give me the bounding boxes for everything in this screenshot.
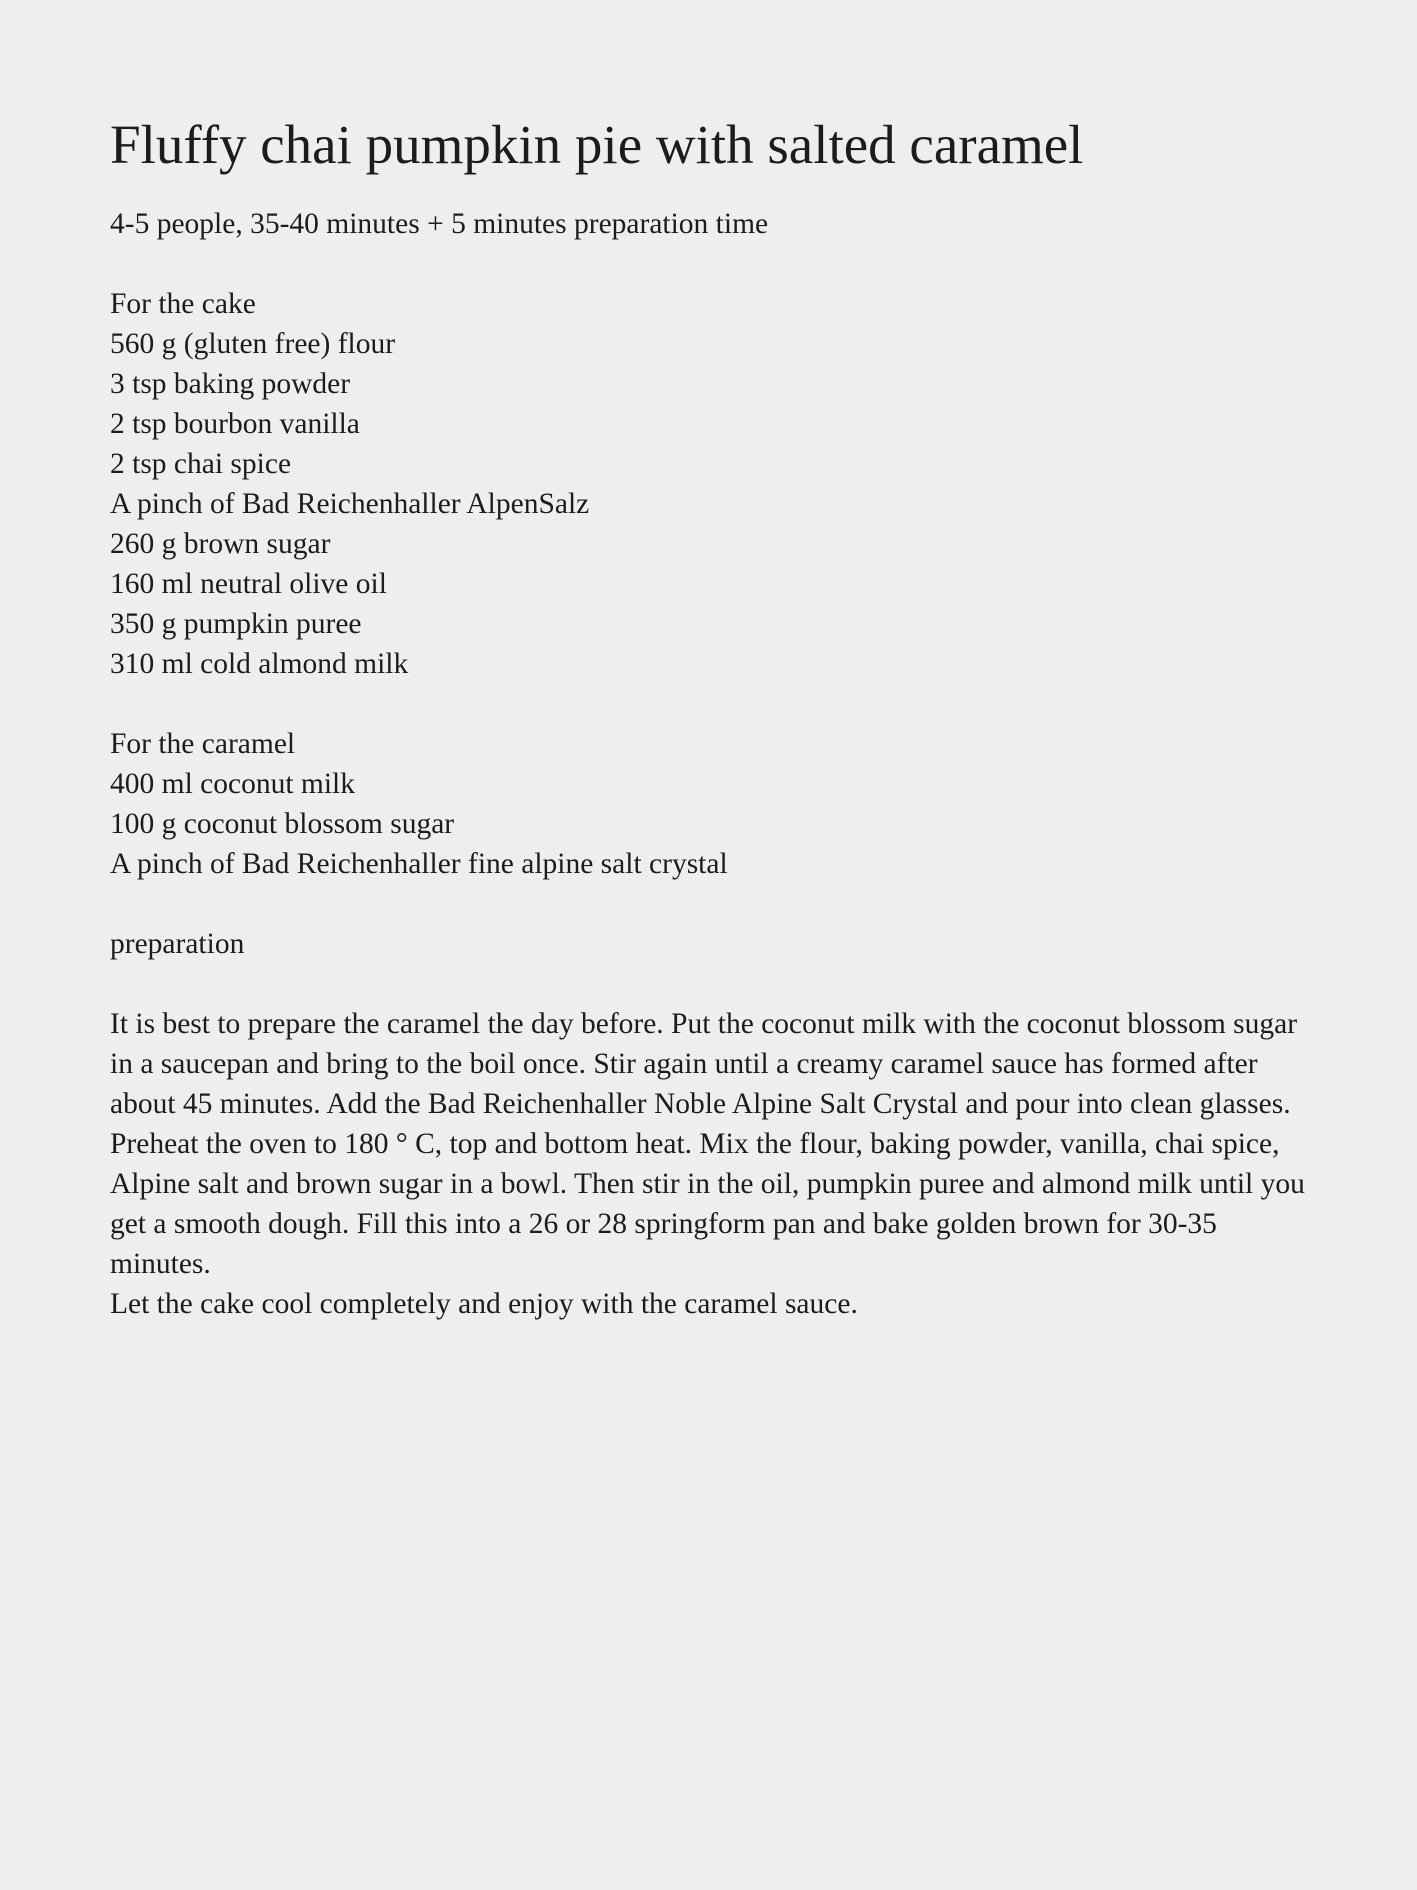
recipe-document <box>110 110 1330 1324</box>
ingredient-item: 100 g coconut blossom sugar <box>110 808 455 840</box>
ingredient-item: 160 ml neutral olive oil <box>110 568 387 600</box>
ingredient-item: 350 g pumpkin puree <box>110 608 362 640</box>
caramel-ingredients-list <box>110 764 1330 884</box>
ingredient-item: 400 ml coconut milk <box>110 768 355 800</box>
ingredient-item: A pinch of Bad Reichenhaller fine alpine salt crystal <box>110 848 728 880</box>
preparation-heading: preparation <box>110 928 245 960</box>
recipe-title: Fluffy chai pumpkin pie with salted caramel <box>110 114 1084 175</box>
ingredient-item: 2 tsp bourbon vanilla <box>110 408 360 440</box>
recipe-meta: 4-5 people, 35-40 minutes + 5 minutes preparation time <box>110 208 769 240</box>
caramel-ingredients-heading: For the caramel <box>110 728 296 760</box>
preparation-paragraph: Let the cake cool completely and enjoy with the caramel sauce. <box>110 1288 858 1320</box>
cake-ingredients-heading: For the cake <box>110 288 256 320</box>
ingredient-item: 3 tsp baking powder <box>110 368 351 400</box>
ingredient-item: 260 g brown sugar <box>110 528 331 560</box>
cake-ingredients-list <box>110 324 1330 684</box>
preparation-steps <box>110 1004 1330 1324</box>
ingredient-item: 310 ml cold almond milk <box>110 648 409 680</box>
caramel-ingredients-section <box>110 724 1330 884</box>
preparation-paragraph: Preheat the oven to 180 ° C, top and bottom heat. Mix the flour, baking powder, vanilla, chai spice, Alpine salt and brown sugar in a bowl. Then stir in the oil, pumpkin puree and almond milk until you get a smooth dough. Fill this into a 26 or 28 springform pan and bake golden brown for 30-35 minutes. <box>110 1128 1305 1280</box>
ingredient-item: 560 g (gluten free) flour <box>110 328 396 360</box>
ingredient-item: 2 tsp chai spice <box>110 448 292 480</box>
preparation-paragraph: It is best to prepare the caramel the day before. Put the coconut milk with the coconut blossom sugar in a saucepan and bring to the boil once. Stir again until a creamy caramel sauce has formed after about 45 minutes. Add the Bad Reichenhaller Noble Alpine Salt Crystal and pour into clean glasses. <box>110 1008 1298 1120</box>
ingredient-item: A pinch of Bad Reichenhaller AlpenSalz <box>110 488 590 520</box>
cake-ingredients-section <box>110 284 1330 684</box>
